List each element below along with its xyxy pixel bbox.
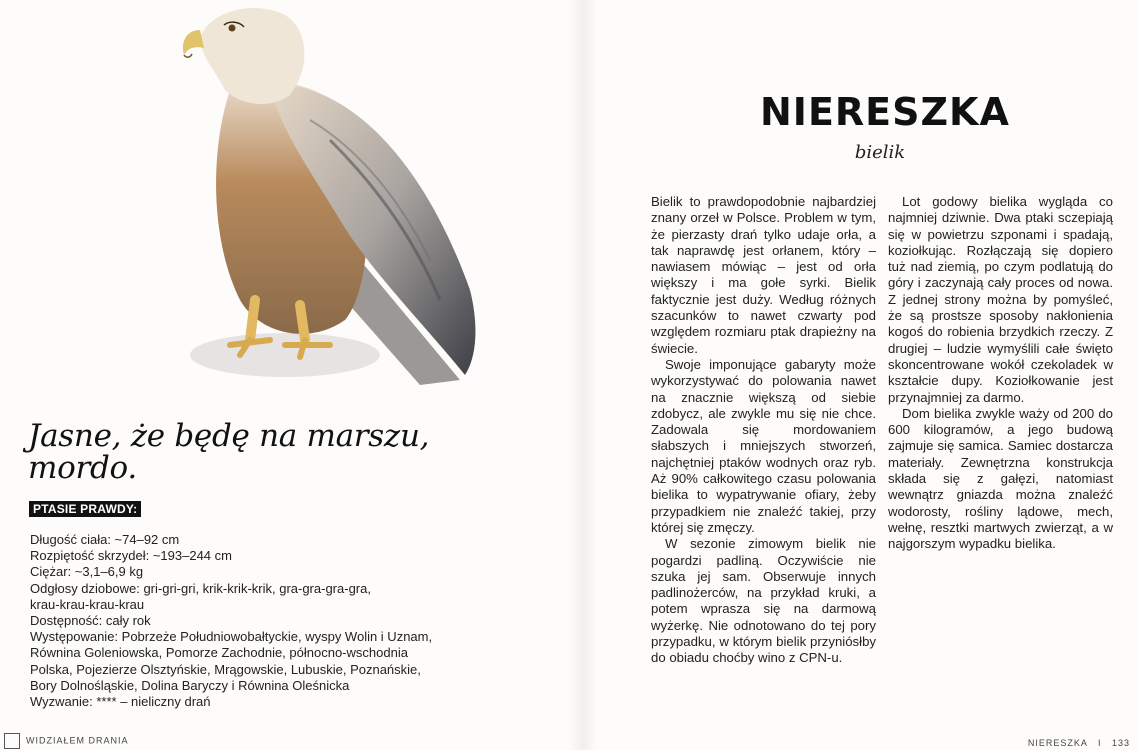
fact-line: Odgłosy dziobowe: gri-gri-gri, krik-krik-krik, gra-gra-gra-gra, bbox=[30, 580, 371, 596]
eagle-illustration bbox=[170, 0, 500, 390]
fact-line: Rozpiętość skrzydeł: ~193–244 cm bbox=[30, 548, 232, 564]
footer-separator: I bbox=[1097, 738, 1102, 748]
paragraph: Lot godowy bielika wygląda co najmniej dziwnie. Dwa ptaki sczepiają się w powietrzu szponami i spadają, koziołkując. Rozłączają się dopiero tuż nad ziemią, po czym podlatują do góry i zaczynają cały proces od nowa. Z jednej strony można by pomyśleć, że są prostsze sposoby nakłonienia kogoś do robienia brzydkich rzeczy. Z drugiej – ludzie wymyślili całe święto skoncentrowane wokół czekoladek w kształcie dupy. Koziołkowanie jest przynajmniej za darmo. bbox=[888, 194, 1113, 405]
quote-line: Jasne, że będę na marszu, bbox=[28, 418, 430, 454]
fact-line: krau-krau-krau-krau bbox=[30, 596, 145, 612]
fact-line: Ciężar: ~3,1–6,9 kg bbox=[30, 564, 144, 580]
paragraph: W sezonie zimowym bielik nie pogardzi padliną. Oczywiście nie szuka jej sam. Obserwuje innych padlinożerców, na przykład kruki, a potem wprasza się na darmową wyżerkę. Nie odnotowano do tej pory przypadku, w którym bielik przyniósłby do obiadu choćby wino z CPN-u. bbox=[651, 536, 876, 666]
page-subtitle: bielik bbox=[854, 142, 906, 163]
quote-line: mordo. bbox=[28, 450, 137, 486]
footer-left bbox=[4, 733, 129, 749]
footer-right bbox=[1028, 738, 1130, 748]
fact-line: Bory Dolnośląskie, Dolina Baryczy i Równina Oleśnicka bbox=[30, 677, 350, 693]
corner-box bbox=[4, 733, 20, 749]
text-column-1 bbox=[651, 194, 876, 667]
footer-section: NIERESZKA bbox=[1027, 738, 1088, 748]
fact-line: Polska, Pojezierze Olsztyńskie, Mrągowskie, Lubuskie, Poznańskie, bbox=[30, 661, 421, 677]
fact-line: Wyzwanie: **** – nieliczny drań bbox=[30, 694, 211, 710]
page-number: 133 bbox=[1111, 738, 1130, 748]
facts-list bbox=[30, 532, 480, 710]
paragraph: Dom bielika zwykle waży od 200 do 600 kilogramów, a jego budową zajmuje się samica. Samiec dostarcza materiały. Zewnętrzna konstrukcja składa się z gałęzi, natomiast wewnątrz gniazda można znaleźć wodorosty, rośliny lądowe, mech, wełnę, resztki martwych zwierząt, a w najgorszym wypadku bielika. bbox=[888, 405, 1113, 552]
page-gutter bbox=[569, 0, 597, 750]
paragraph: Swoje imponujące gabaryty może wykorzystywać do polowania nawet na znacznie większą od siebie zdobycz, ale zwykle mu się nie chce. Zadowala się mordowaniem słabszych i mniejszych stworzeń, najchętniej ptaków wodnych oraz ryb. Aż 90% całkowitego czasu polowania bielika to wypatrywanie ofiary, żeby przypadkiem nie znaleźć takiej, przy której się zmęczy. bbox=[651, 356, 876, 535]
fact-line: Występowanie: Pobrzeże Południowobałtyckie, wyspy Wolin i Uznam, bbox=[30, 629, 433, 645]
fact-line: Długość ciała: ~74–92 cm bbox=[30, 532, 180, 547]
page-title: NIERESZKA bbox=[760, 90, 1010, 134]
pull-quote bbox=[28, 420, 448, 484]
text-column-2 bbox=[888, 194, 1113, 553]
facts-label: PTASIE PRAWDY: bbox=[29, 501, 141, 517]
fact-line: Dostępność: cały rok bbox=[30, 613, 151, 629]
footer-book-title: WIDZIAŁEM DRANIA bbox=[26, 735, 129, 746]
fact-line: Równina Goleniowska, Pomorze Zachodnie, północno-wschodnia bbox=[30, 645, 408, 661]
paragraph: Bielik to prawdopodobnie najbardziej znany orzeł w Polsce. Problem w tym, że pierzasty drań tylko udaje orła, a tak naprawdę jest orłanem, który – nawiasem mówiąc – jest od orła większy i ma gołe syrki. Bielik faktycznie jest duży. Według różnych szacunków to nawet czwarty pod względem rozmiaru ptak drapieżny na świecie. bbox=[651, 194, 876, 356]
